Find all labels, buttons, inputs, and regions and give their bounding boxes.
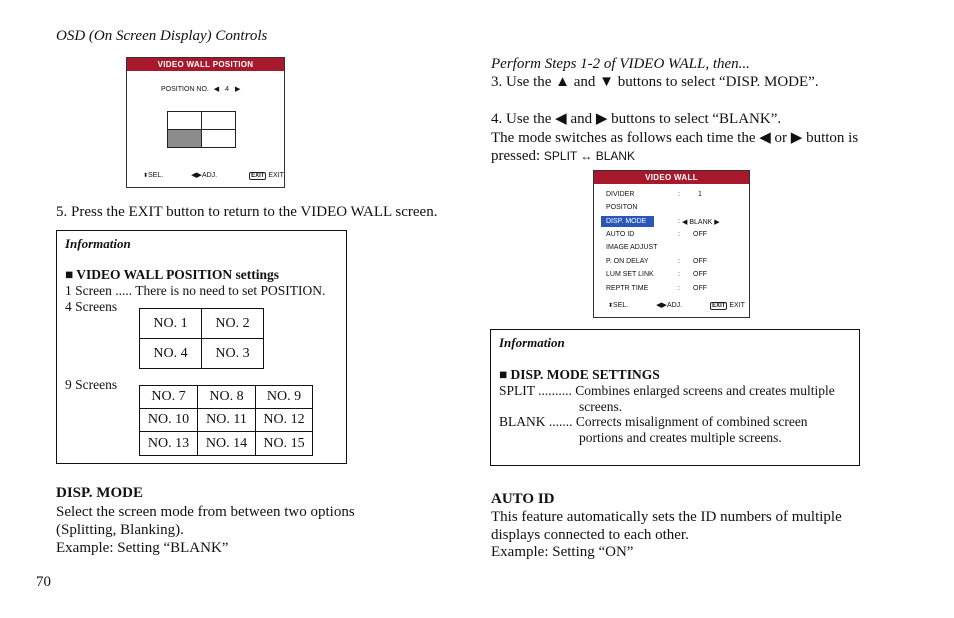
info-line-1-screen: 1 Screen ..... There is no need to set POSITION. xyxy=(65,283,326,298)
info-heading: ■ VIDEO WALL POSITION settings xyxy=(65,267,279,282)
table-cell: NO. 4 xyxy=(139,338,202,369)
info-4-screens-label: 4 Screens xyxy=(65,299,118,314)
table-cell: NO. 13 xyxy=(139,431,198,456)
step-4: 4. Use the ◀ and ▶ buttons to select “BLANK”. xyxy=(491,111,782,127)
info-9-screens-label: 9 Screens xyxy=(65,377,118,392)
table-cell: NO. 7 xyxy=(139,385,198,409)
screen-cell-3 xyxy=(201,129,236,148)
menu-row-power-on-delay: P. ON DELAY xyxy=(606,258,649,265)
table-cell: NO. 10 xyxy=(139,408,198,432)
menu-value: 1 xyxy=(698,191,702,198)
left-arrow-icon: ◀ xyxy=(682,219,688,226)
menu-value-disp-mode: ◀ BLANK ▶ xyxy=(682,219,720,226)
info-split-cont: screens. xyxy=(579,399,623,414)
auto-id-heading: AUTO ID xyxy=(491,491,555,507)
info-blank-cont: portions and creates multiple screens. xyxy=(579,430,782,445)
auto-id-text-2: displays connected to each other. xyxy=(491,527,689,543)
position-row xyxy=(161,85,240,93)
page-number: 70 xyxy=(36,574,51,590)
menu-value: OFF xyxy=(693,258,707,265)
osd-title: VIDEO WALL POSITION xyxy=(127,58,284,71)
table-cell: NO. 11 xyxy=(197,408,256,432)
auto-id-example: Example: Setting “ON” xyxy=(491,544,634,560)
table-cell: NO. 9 xyxy=(255,385,313,409)
right-arrow-icon: ▶ xyxy=(235,86,241,93)
table-cell: NO. 12 xyxy=(255,408,313,432)
exit-key-icon: EXIT xyxy=(251,173,265,179)
perform-steps: Perform Steps 1-2 of VIDEO WALL, then... xyxy=(491,56,750,72)
menu-value: OFF xyxy=(693,231,707,238)
menu-row-auto-id: AUTO ID xyxy=(606,231,635,238)
right-arrow-icon: ▶ xyxy=(714,219,720,226)
info-box-video-wall-position xyxy=(56,230,347,464)
mode-text-2: pressed: SPLIT ↔ BLANK xyxy=(491,148,636,164)
position-label: POSITION NO. xyxy=(161,86,209,93)
menu-value: OFF xyxy=(693,285,707,292)
info-title: Information xyxy=(65,236,131,251)
menu-row-reptr-time: REPTR TIME xyxy=(606,285,649,292)
info-heading: ■ DISP. MODE SETTINGS xyxy=(499,367,660,382)
table-cell: NO. 14 xyxy=(197,431,256,456)
mode-values: SPLIT ↔ BLANK xyxy=(543,149,636,163)
mode-text-1: The mode switches as follows each time the ◀ or ▶ button is xyxy=(491,130,859,146)
table-cell: NO. 3 xyxy=(201,338,264,369)
disp-mode-text-1: Select the screen mode from between two options xyxy=(56,504,355,520)
menu-value: OFF xyxy=(693,271,707,278)
menu-row-position: POSITON xyxy=(606,204,638,211)
table-cell: NO. 8 xyxy=(197,385,256,409)
table-cell: NO. 15 xyxy=(255,431,313,456)
left-right-icon: ◀▶ xyxy=(191,172,202,179)
auto-id-text-1: This feature automatically sets the ID numbers of multiple xyxy=(491,509,842,525)
section-header: OSD (On Screen Display) Controls xyxy=(56,28,268,44)
disp-mode-heading: DISP. MODE xyxy=(56,485,143,501)
osd-title: VIDEO WALL xyxy=(594,171,749,184)
info-blank: BLANK ....... Corrects misalignment of combined screen xyxy=(499,414,808,429)
menu-row-lum-set-link: LUM SET LINK xyxy=(606,271,654,278)
menu-row-image-adjust: IMAGE ADJUST xyxy=(606,244,658,251)
osd-footer: ⬍SEL. ◀▶ADJ. EXIT EXIT xyxy=(608,302,745,309)
step-5: 5. Press the EXIT button to return to the VIDEO WALL screen. xyxy=(56,204,438,220)
table-cell: NO. 1 xyxy=(139,308,202,339)
exit-key-icon: EXIT xyxy=(712,303,726,309)
step-3: 3. Use the ▲ and ▼ buttons to select “DISP. MODE”. xyxy=(491,74,819,90)
menu-row-disp-mode: DISP. MODE xyxy=(606,218,647,225)
up-down-icon: ⬍ xyxy=(608,303,614,309)
info-split: SPLIT .......... Combines enlarged screens and creates multiple xyxy=(499,383,835,398)
menu-row-divider: DIVIDER xyxy=(606,191,635,198)
osd-footer: ⬍SEL. ◀▶ADJ. EXIT EXIT xyxy=(143,172,284,179)
table-cell: NO. 2 xyxy=(201,308,264,339)
info-title: Information xyxy=(499,335,565,350)
osd-video-wall-position xyxy=(126,57,285,188)
disp-mode-text-2: (Splitting, Blanking). xyxy=(56,522,184,538)
left-right-icon: ◀▶ xyxy=(656,302,667,309)
info-box-disp-mode xyxy=(490,329,860,466)
position-value: 4 xyxy=(225,86,230,93)
screen-cell-4-selected xyxy=(167,129,202,148)
left-arrow-icon: ◀ xyxy=(213,86,220,93)
disp-mode-example: Example: Setting “BLANK” xyxy=(56,540,229,556)
osd-video-wall: VIDEO WALL DIVIDER : 1 POSITON DISP. MODE : ◀ BLANK ▶ AUTO ID : OFF IMAGE ADJUST P. ON DELAY : OFF LUM SET LINK : OFF REPTR TIME : OFF ⬍SEL. ◀▶ADJ. EXIT EXIT xyxy=(593,170,750,318)
screen-cell-2 xyxy=(201,111,236,130)
up-down-icon: ⬍ xyxy=(143,173,149,179)
screen-cell-1 xyxy=(167,111,202,130)
